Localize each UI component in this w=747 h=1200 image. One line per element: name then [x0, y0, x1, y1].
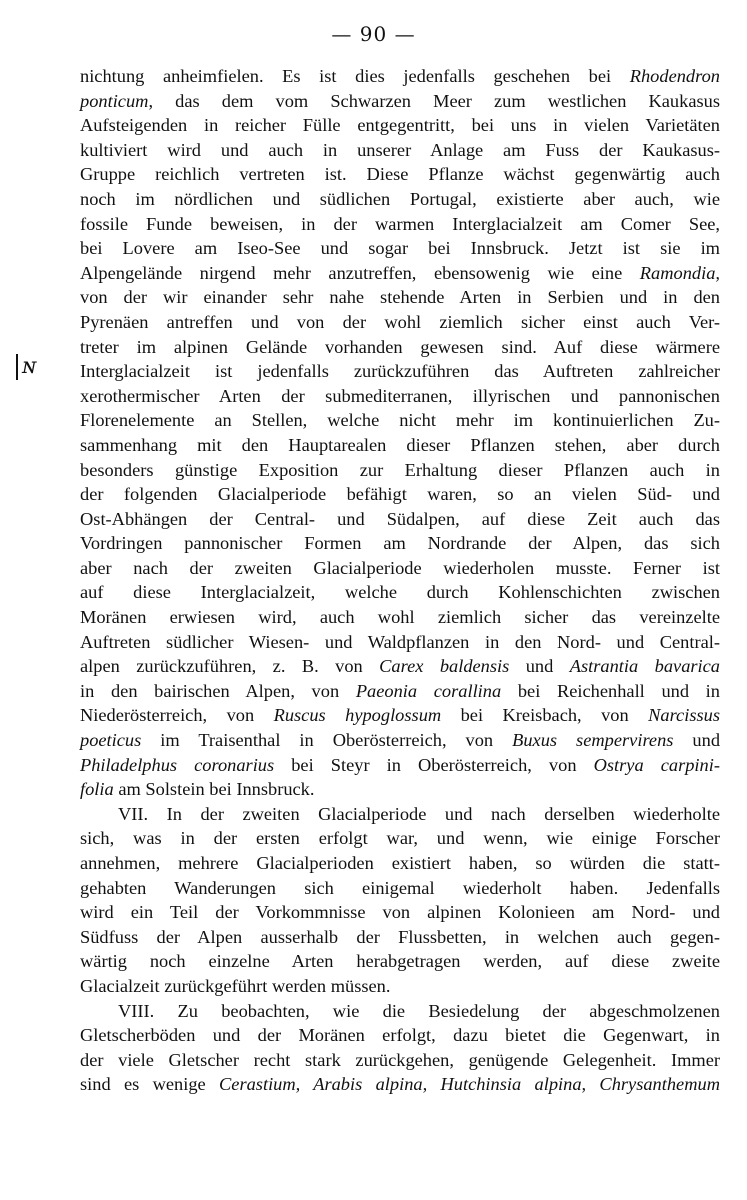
- text-line: [80, 236, 720, 261]
- italic-term: Carex baldensis: [379, 656, 510, 677]
- text-segment: wärtig noch einzelne Arten herabgetragen werden, auf diese zweite: [80, 951, 720, 972]
- text-line: [80, 753, 720, 778]
- text-line: [80, 507, 720, 532]
- text-line: [80, 949, 720, 974]
- text-segment: und: [509, 656, 570, 677]
- italic-term: Buxus sempervirens: [512, 730, 674, 751]
- italic-term: Rhodendron: [629, 66, 720, 86]
- text-segment: Pyrenäen antreffen und von der wohl ziemlich sicher einst auch Ver-: [80, 311, 720, 332]
- text-line: [80, 630, 720, 655]
- text-line: [80, 826, 720, 851]
- text-segment: am Solstein bei Innsbruck.: [113, 779, 315, 800]
- text-line: [80, 482, 720, 507]
- italic-term: Astrantia bavarica: [569, 656, 721, 677]
- text-line: [80, 605, 720, 630]
- text-segment: aber nach der zweiten Glacialperiode wiederholen musste. Ferner ist: [80, 557, 720, 578]
- text-segment: Südfuss der Alpen ausserhalb der Flussbetten, in welchen auch gegen-: [80, 926, 720, 947]
- text-segment: kultiviert wird und auch in unserer Anlage am Fuss der Kaukasus-: [80, 139, 720, 160]
- text-line: [80, 728, 720, 753]
- text-line: [80, 777, 720, 802]
- text-line: [80, 458, 720, 483]
- text-segment: bei Reichenhall und in: [501, 680, 720, 701]
- margin-annotation-text: ɴ: [22, 354, 37, 379]
- text-segment: VII. In der zweiten Glacialperiode und nach derselben wiederholte: [118, 803, 720, 824]
- italic-term: Philadelphus coronarius: [80, 754, 275, 775]
- text-segment: in den bairischen Alpen, von: [80, 680, 356, 701]
- italic-term: Ramondia,: [639, 262, 720, 283]
- text-segment: Vordringen pannonischer Formen am Nordrande der Alpen, das sich: [80, 533, 720, 554]
- italic-term: poeticus: [80, 730, 142, 751]
- text-segment: Gletscherböden und der Moränen erfolgt, dazu bietet die Gegenwart, in: [80, 1025, 720, 1046]
- text-line: [80, 359, 720, 384]
- text-segment: Moränen erwiesen wird, auch wohl ziemlich sicher das vereinzelte: [80, 607, 720, 628]
- text-segment: der folgenden Glacialperiode befähigt waren, so an vielen Süd- und: [80, 484, 720, 505]
- text-segment: von der wir einander sehr nahe stehende Arten in Serbien und in den: [80, 287, 720, 308]
- text-line: [80, 974, 720, 999]
- text-line: [80, 89, 720, 114]
- text-segment: annehmen, mehrere Glacialperioden existiert haben, so würden die statt-: [80, 853, 720, 873]
- text-line: [80, 580, 720, 605]
- text-line: [80, 1023, 720, 1048]
- text-segment: sich, was in der ersten erfolgt war, und wenn, wie einige Forscher: [80, 828, 720, 849]
- text-line: [80, 900, 720, 925]
- text-segment: Alpengelände nirgend mehr anzutreffen, ebensowenig wie eine: [80, 262, 640, 283]
- text-line: [80, 679, 720, 704]
- text-line: [80, 187, 720, 212]
- text-segment: treter im alpinen Gelände vorhanden gewesen sind. Auf diese wärmere: [80, 336, 720, 357]
- text-segment: VIII. Zu beobachten, wie die Besiedelung der abgeschmolzenen: [118, 1000, 720, 1021]
- text-segment: nichtung anheimfielen. Es ist dies jedenfalls geschehen bei: [80, 66, 630, 86]
- body-text: [80, 64, 720, 1097]
- text-line: [80, 384, 720, 409]
- text-segment: wird ein Teil der Vorkommnisse von alpinen Kolonieen am Nord- und: [80, 902, 720, 923]
- text-line: [80, 335, 720, 360]
- text-line: [80, 261, 720, 286]
- text-segment: Aufsteigenden in reicher Fülle entgegentritt, bei uns in vielen Varietäten: [80, 115, 720, 136]
- italic-term: folia: [80, 779, 114, 800]
- margin-annotation: [16, 354, 36, 380]
- text-line: [80, 925, 720, 950]
- italic-term: ponticum: [80, 90, 149, 111]
- text-segment: sind es wenige: [80, 1074, 220, 1095]
- text-segment: fossile Funde beweisen, in der warmen Interglacialzeit am Comer See,: [80, 213, 720, 234]
- text-line: [80, 162, 720, 187]
- text-line: [80, 999, 720, 1024]
- italic-term: Narcissus: [648, 705, 720, 726]
- text-segment: und: [673, 730, 721, 751]
- text-segment: bei Steyr in Oberösterreich, von: [274, 754, 594, 775]
- text-segment: Auftreten südlicher Wiesen- und Waldpflanzen in den Nord- und Central-: [80, 631, 720, 652]
- text-line: [80, 212, 720, 237]
- text-segment: Gruppe reichlich vertreten ist. Diese Pflanze wächst gegenwärtig auch: [80, 164, 720, 185]
- text-line: [80, 556, 720, 581]
- italic-term: Cerastium, Arabis alpina, Hutchinsia alpina, Chrysanthemum: [219, 1074, 720, 1095]
- text-line: [80, 851, 720, 876]
- text-line: [80, 703, 720, 728]
- italic-term: Ostrya carpini-: [593, 754, 720, 775]
- text-segment: bei Kreisbach, von: [441, 705, 649, 726]
- text-segment: im Traisenthal in Oberösterreich, von: [141, 730, 513, 751]
- text-segment: besonders günstige Exposition zur Erhaltung dieser Pflanzen auch in: [80, 459, 720, 480]
- text-line: [80, 531, 720, 556]
- text-segment: auf diese Interglacialzeit, welche durch Kohlenschichten zwischen: [80, 582, 720, 603]
- text-segment: der viele Gletscher recht stark zurückgehen, genügende Gelegenheit. Immer: [80, 1049, 720, 1070]
- text-segment: , das dem vom Schwarzen Meer zum westlichen Kaukasus: [148, 90, 720, 111]
- italic-term: Paeonia corallina: [355, 680, 502, 701]
- text-segment: Interglacialzeit ist jedenfalls zurückzuführen das Auftreten zahlreicher: [80, 361, 720, 382]
- text-segment: Ost-Abhängen der Central- und Südalpen, auf diese Zeit auch das: [80, 508, 720, 529]
- text-line: [80, 64, 720, 89]
- text-segment: Niederösterreich, von: [80, 705, 274, 726]
- text-segment: sammenhang mit den Hauptarealen dieser Pflanzen stehen, aber durch: [80, 434, 720, 455]
- text-segment: gehabten Wanderungen sich einigemal wiederholt haben. Jedenfalls: [80, 877, 720, 898]
- text-line: [80, 138, 720, 163]
- text-line: [80, 802, 720, 827]
- page-number: — 90 —: [331, 22, 416, 46]
- text-line: [80, 285, 720, 310]
- text-segment: xerothermischer Arten der submediterranen, illyrischen und pannonischen: [80, 385, 720, 406]
- text-line: [80, 113, 720, 138]
- text-segment: Florenelemente an Stellen, welche nicht mehr im kontinuierlichen Zu-: [80, 410, 720, 431]
- text-line: [80, 876, 720, 901]
- text-line: [80, 1072, 720, 1097]
- text-line: [80, 408, 720, 433]
- text-line: [80, 310, 720, 335]
- text-line: [80, 433, 720, 458]
- text-line: [80, 1048, 720, 1073]
- italic-term: Ruscus hypoglossum: [273, 705, 442, 726]
- text-segment: bei Lovere am Iseo-See und sogar bei Innsbruck. Jetzt ist sie im: [80, 238, 720, 259]
- text-line: [80, 654, 720, 679]
- text-segment: noch im nördlichen und südlichen Portugal, existierte aber auch, wie: [80, 188, 720, 209]
- text-segment: alpen zurückzuführen, z. B. von: [80, 656, 380, 677]
- margin-annotation-bar: [16, 354, 18, 380]
- text-segment: Glacialzeit zurückgeführt werden müssen.: [80, 975, 391, 996]
